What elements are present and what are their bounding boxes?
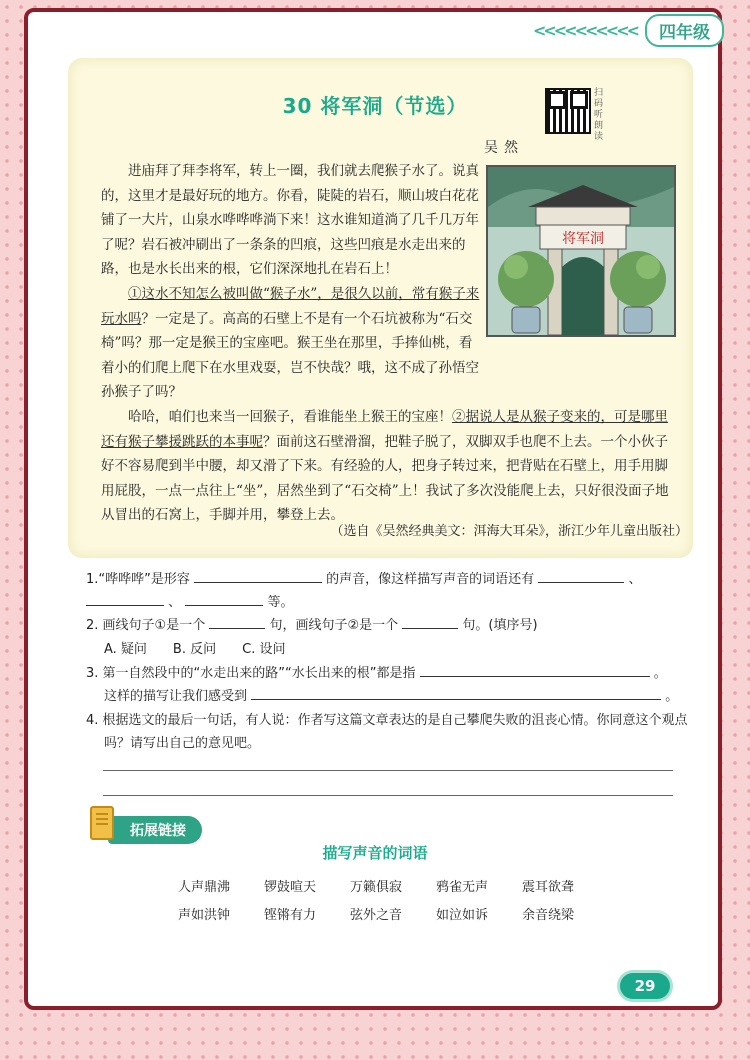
vocab-word: 人声鼎沸 [178,880,231,895]
answer-line[interactable] [103,795,673,796]
q1-text-a: 1.“哗哗哗”是形容 [86,572,190,587]
question-4: 4. 根据选文的最后一句话，有人说：作者写这篇文章表达的是自己攀爬失败的沮丧心情。你同意这个观点 [86,713,688,728]
q1-blank-3[interactable] [86,593,164,606]
q2-text-c: 句。(填序号) [462,618,538,633]
vocab-word: 声如洪钟 [178,908,231,923]
q1-blank-4[interactable] [185,593,263,606]
author: 吴然 [484,140,524,156]
q1-blank-2[interactable] [538,570,624,583]
q3-blank-2[interactable] [251,687,661,700]
vocab-word: 鸦雀无声 [436,880,489,895]
q3-end-1: 。 [653,666,667,681]
q3-blank-1[interactable] [420,664,650,677]
q2-blank-2[interactable] [402,616,458,629]
gate-sign: 将军洞 [562,231,604,247]
q1-text-b: 的声音，像这样描写声音的词语还有 [326,572,535,587]
vocab-word: 震耳欲聋 [522,880,575,895]
passage [101,159,677,528]
q1-end: 等。 [267,595,294,610]
question-1-cont [86,591,293,610]
paragraph-2 [101,282,481,405]
paragraph-2-rest: ？一定是了。高高的石壁上不是有一个石坑被称为“石交椅”吗？那一定是猴王的宝座吧。猴王坐在那里，手捧仙桃，看着小的们爬上爬下在水里戏耍，岂不快哉？哦，这不成了孙悟空孙猴子了吗？ [101,310,479,401]
q1-blank-1[interactable] [194,570,322,583]
paragraph-3 [101,405,677,528]
paragraph-1: 进庙拜了拜李将军，转上一圈，我们就去爬猴子水了。说真的，这里才是最好玩的地方。你看，陡陡的岩石，顺山坡白花花铺了一大片，山泉水哗哗哗淌下来！这水谁知道淌了几千几万年了呢？岩石被冲刷出了一条条的凹痕，这些凹痕是水走出来的路，也是水长出来的根，它们深深地扎在岩石上！ [101,163,479,278]
underlined-sentence-2: ②据说人是从猴子变来的，可是哪里还有猴子攀援跳跃的本事呢 [101,408,668,450]
paragraph-3-rest: ？面前这石壁滑溜，把鞋子脱了，双脚双手也爬不上去。一个小伙子好不容易爬到半中腰，却又滑了下来。有经验的人，把身子转过来，把背贴在石壁上，用手用脚用屁股，一点一点往上“坐”，居然坐到了“石交椅”上！我试了多次没能爬上去，只好很没面子地从冒出的石窝上，手脚并用，攀登上去。 [101,433,669,524]
q2-options: A. 疑问 B. 反问 C. 设问 [104,642,286,657]
extension-tag: 拓展链接 [108,816,202,844]
vocab-title: 描写声音的词语 [322,844,428,862]
q1-sep-2: 、 [168,595,182,610]
answer-line[interactable] [103,770,673,771]
question-2 [86,614,538,633]
lesson-title: 30 将军洞（节选） [282,94,468,118]
book-icon [90,806,114,840]
q1-sep-1: 、 [628,572,642,587]
grade-badge: 四年级 [645,14,724,47]
question-3 [86,662,667,681]
q2-text-a: 2. 画线句子①是一个 [86,618,206,633]
vocab-word: 锣鼓喧天 [264,880,317,895]
vocab-word: 如泣如诉 [436,908,489,923]
chevrons-decoration: <<<<<<<<<< [532,21,637,40]
q3-text-b: 这样的描写让我们感受到 [104,689,248,704]
underlined-sentence-1: ①这水不知怎么被叫做“猴子水”，是很久以前，常有猴子来玩水吗 [101,285,480,327]
q2-blank-1[interactable] [209,616,265,629]
page-number: 29 [620,973,670,999]
qr-label: 扫码听朗读 [594,88,604,142]
q3-end-2: 。 [665,689,679,704]
question-1 [86,568,641,587]
vocab-word: 余音绕梁 [522,908,575,923]
vocab-word: 万籁俱寂 [350,880,403,895]
qr-code-icon[interactable] [545,88,591,134]
q2-text-b: 句，画线句子②是一个 [269,618,399,633]
question-3-cont [104,685,678,704]
question-4-cont: 吗？请写出自己的意见吧。 [104,736,261,751]
grade-header [533,14,724,47]
citation: （选自《吴然经典美文：洱海大耳朵》，浙江少年儿童出版社） [330,524,688,539]
vocab-word: 铿锵有力 [264,908,317,923]
paragraph-3-start: 哈哈，咱们也来当一回猴子，看谁能坐上猴王的宝座！ [128,408,452,425]
vocab-grid [178,876,608,923]
vocab-word: 弦外之音 [350,908,403,923]
q3-text-a: 3. 第一自然段中的“水走出来的路”“水长出来的根”都是指 [86,666,416,681]
